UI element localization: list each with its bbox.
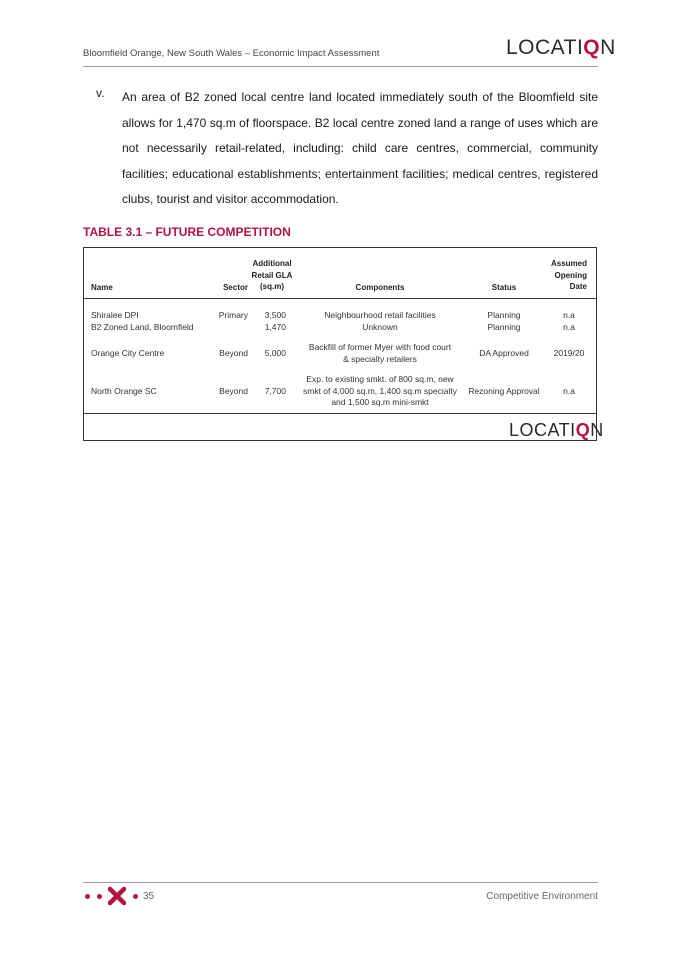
x-mark-icon xyxy=(107,886,127,906)
col-header-sector: Sector xyxy=(223,283,248,292)
col-header-opening-date: Assumed Opening Date xyxy=(550,259,587,291)
col-header-gla: Additional Retail GLA (sq.m) xyxy=(251,259,293,291)
table-header-divider xyxy=(83,298,597,299)
list-marker: v. xyxy=(96,86,105,100)
col-header-components: Components xyxy=(355,283,405,292)
header-divider xyxy=(83,66,598,67)
table-footer-divider xyxy=(83,413,597,414)
col-header-name: Name xyxy=(91,283,113,292)
footer-divider xyxy=(83,882,598,883)
running-header: Bloomfield Orange, New South Wales – Economic Impact Assessment xyxy=(83,48,380,59)
dot-icon xyxy=(85,894,90,899)
list-item-paragraph: An area of B2 zoned local centre land located immediately south of the Bloomfield site allows for 1,470 sq.m of floorspace. B2 local centre zoned land a range of uses which are not necessarily retail-related, including: child care centres, commercial, community facilities; educational establishments; entertainment facilities; medical centres, registered clubs, tourist and visitor accommodation. xyxy=(122,90,598,206)
dot-icon xyxy=(97,894,102,899)
table-source-logo: LOCATIQN xyxy=(509,420,604,440)
section-name: Competitive Environment xyxy=(486,891,598,902)
location-iq-logo: LOCATIQN xyxy=(506,36,616,59)
col-header-status: Status xyxy=(491,283,517,292)
dot-icon xyxy=(133,894,138,899)
table-title: TABLE 3.1 – FUTURE COMPETITION xyxy=(83,225,291,239)
page-number: 35 xyxy=(143,891,155,902)
